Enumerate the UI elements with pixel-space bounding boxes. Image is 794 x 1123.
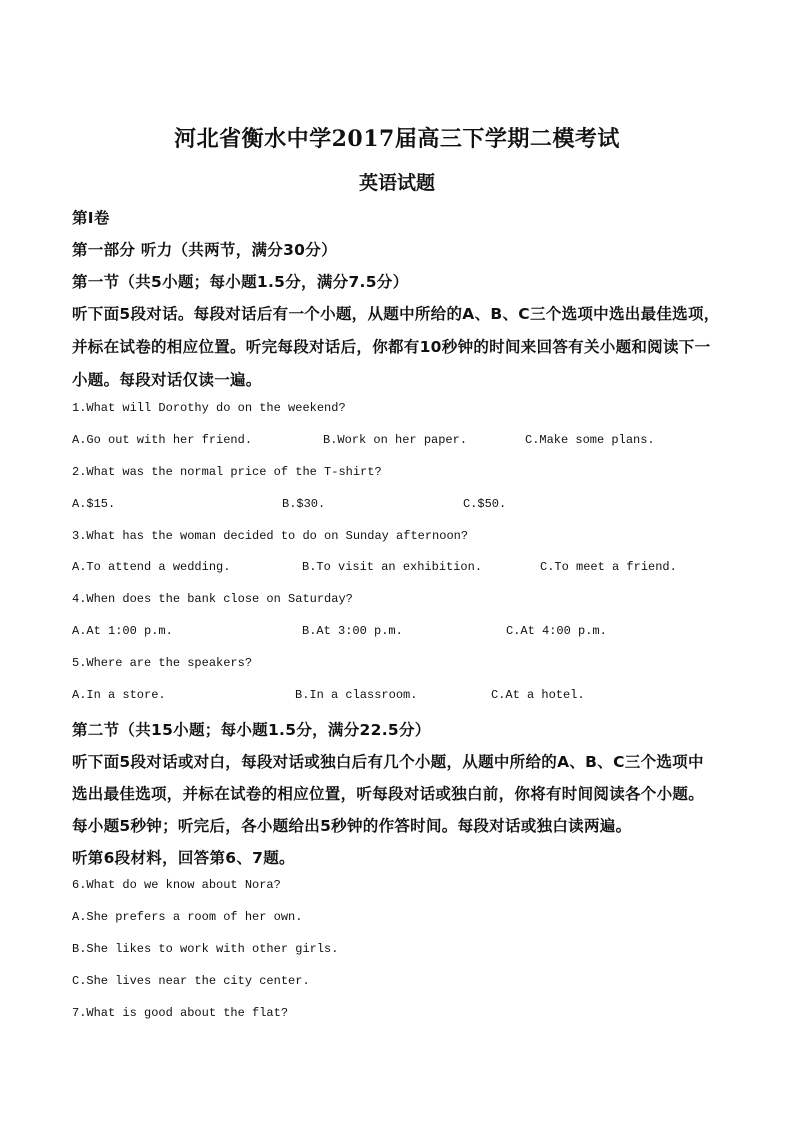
option-a: A.To attend a wedding. xyxy=(72,560,231,574)
part1-heading: 第一部分 听力（共两节，满分30分） xyxy=(72,241,337,259)
section1-heading: 第一节（共5小题；每小题1.5分，满分7.5分） xyxy=(72,273,409,291)
option-a: A.She prefers a room of her own. xyxy=(72,910,303,924)
section2-instruction-line: 选出最佳选项，并标在试卷的相应位置，听每段对话或独白前，你将有时间阅读各个小题。 xyxy=(72,785,705,803)
question-stem: 5.Where are the speakers? xyxy=(72,656,253,670)
option-c: C.At a hotel. xyxy=(491,688,585,702)
option-b: B.Work on her paper. xyxy=(323,433,468,447)
option-b: B.At 3:00 p.m. xyxy=(302,624,403,638)
section1-instruction-line: 听下面5段对话。每段对话后有一个小题，从题中所给的A、B、C三个选项中选出最佳选项， xyxy=(72,305,720,323)
material-heading: 听第6段材料，回答第6、7题。 xyxy=(72,849,295,867)
option-c: C.$50. xyxy=(463,497,507,511)
section1-instruction-line: 并标在试卷的相应位置。听完每段对话后，你都有10秒钟的时间来回答有关小题和阅读下一 xyxy=(72,338,711,356)
volume-heading: 第Ⅰ卷 xyxy=(72,209,110,227)
section2-heading: 第二节（共15小题；每小题1.5分，满分22.5分） xyxy=(72,721,431,739)
option-b: B.To visit an exhibition. xyxy=(302,560,483,574)
option-c: C.At 4:00 p.m. xyxy=(506,624,607,638)
option-c: C.To meet a friend. xyxy=(540,560,677,574)
option-b: B.In a classroom. xyxy=(295,688,418,702)
option-a: A.At 1:00 p.m. xyxy=(72,624,173,638)
question-stem: 2.What was the normal price of the T-shirt? xyxy=(72,465,382,479)
question-stem: 3.What has the woman decided to do on Sunday afternoon? xyxy=(72,529,469,543)
exam-subtitle: 英语试题 xyxy=(358,172,435,194)
question-stem: 1.What will Dorothy do on the weekend? xyxy=(72,401,346,415)
question-stem: 4.When does the bank close on Saturday? xyxy=(72,592,353,606)
option-b: B.She likes to work with other girls. xyxy=(72,942,339,956)
option-c: C.Make some plans. xyxy=(525,433,655,447)
section2-instruction-line: 听下面5段对话或对白，每段对话或独白后有几个小题，从题中所给的A、B、C三个选项中 xyxy=(72,753,704,771)
section2-instruction-line: 每小题5秒钟；听完后，各小题给出5秒钟的作答时间。每段对话或独白读两遍。 xyxy=(72,817,632,835)
question-stem: 6.What do we know about Nora? xyxy=(72,878,281,892)
question-stem: 7.What is good about the flat? xyxy=(72,1006,289,1020)
option-a: A.$15. xyxy=(72,497,116,511)
option-c: C.She lives near the city center. xyxy=(72,974,310,988)
option-a: A.In a store. xyxy=(72,688,166,702)
option-b: B.$30. xyxy=(282,497,326,511)
option-a: A.Go out with her friend. xyxy=(72,433,253,447)
exam-title: 河北省衡水中学2017届高三下学期二模考试 xyxy=(174,126,620,152)
section1-instruction-line: 小题。每段对话仅读一遍。 xyxy=(72,371,262,389)
